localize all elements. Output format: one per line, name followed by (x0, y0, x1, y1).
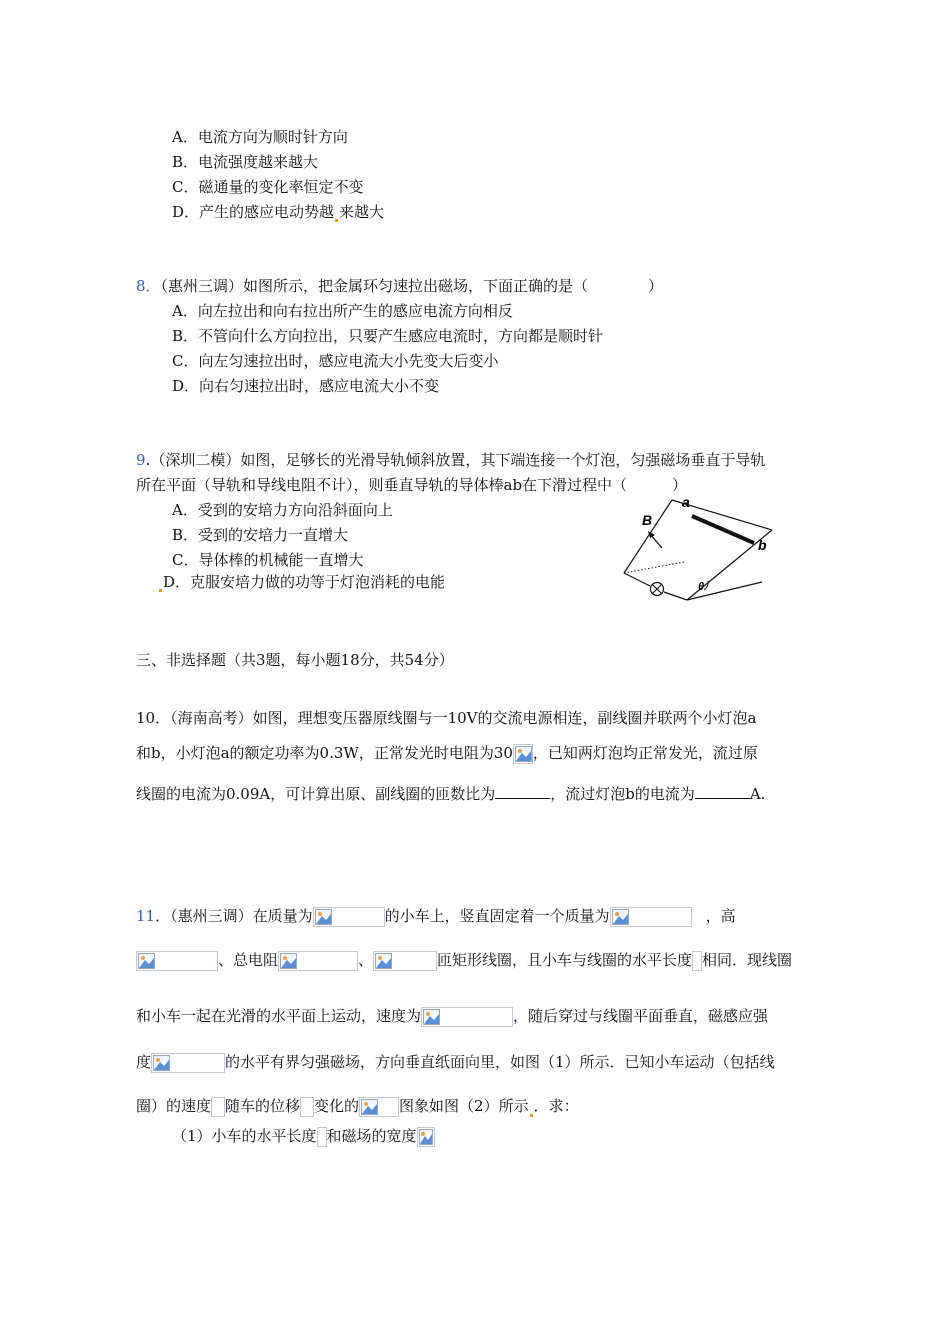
q10-line1: 10．（海南高考）如图，理想变压器原线圈与一10V的交流电源相连，副线圈并联两个小灯泡a (136, 709, 757, 727)
broken-image-icon (211, 1097, 225, 1117)
q11-l5-part1: 圈）的速度 (136, 1097, 212, 1115)
q11-line2 (136, 950, 792, 971)
q11-l2-part1: 、总电阻 (218, 951, 279, 969)
q11-line3 (136, 1006, 768, 1027)
q10-line2 (136, 743, 758, 764)
broken-image-icon (136, 951, 218, 971)
q8-option-b: B．不管向什么方向拉出，只要产生感应电流时，方向都是顺时针 (172, 327, 604, 345)
broken-image-icon (692, 951, 702, 971)
broken-image-icon (317, 1127, 327, 1147)
q9-option-d-text: D．克服安培力做的功等于灯泡消耗的电能 (163, 573, 446, 591)
q7-option-d (172, 202, 384, 222)
q11-l2-part4: 相同．现线圈 (702, 951, 793, 969)
q11-line5 (136, 1096, 579, 1117)
broken-image-icon (610, 907, 692, 927)
q11-sub1-part1: （1）小车的水平长度 (172, 1127, 317, 1145)
q9-option-b: B．受到的安培力一直增大 (172, 526, 349, 544)
q8-number: 8． (136, 277, 161, 295)
q8-option-c: C．向左匀速拉出时，感应电流大小先变大后变小 (172, 352, 499, 370)
q7-option-d-part2: 来越大 (339, 203, 385, 221)
q11-l2-part2: 、 (358, 951, 374, 969)
q10-line3 (136, 784, 765, 804)
q7-option-c: C．磁通量的变化率恒定不变 (172, 178, 364, 196)
q9-option-a: A．受到的安培力方向沿斜面向上 (172, 501, 393, 519)
q11-sub1-part2: 和磁场的宽度 (326, 1127, 417, 1145)
q7-option-a: A．电流方向为顺时针方向 (172, 128, 348, 146)
label-b: b (758, 537, 767, 553)
broken-image-icon (513, 744, 533, 764)
rail-left-top (624, 500, 672, 573)
wire-left (624, 573, 650, 586)
q11-l1-part3: ，高 (705, 907, 736, 925)
anchor-mark-icon (530, 1114, 533, 1117)
broken-image-icon (421, 1007, 513, 1027)
broken-image-icon (300, 1097, 314, 1117)
q11-l3-part2: ，随后穿过与线圈平面垂直，磁感应强 (513, 1007, 769, 1025)
broken-image-icon (151, 1053, 225, 1073)
q8-option-d: D．向右匀速拉出时，感应电流大小不变 (172, 377, 440, 395)
q11-line1 (136, 906, 736, 927)
q9-stem-line2: 所在平面（导轨和导线电阻不计），则垂直导轨的导体棒ab在下滑过程中（ ） (136, 476, 688, 494)
q11-l2-part3: 匝矩形线圈，且小车与线圈的水平长度 (437, 951, 693, 969)
q10-line3-part3: A. (749, 785, 766, 803)
q9-number: 9 (136, 451, 146, 469)
q11-l4-part1: 度 (136, 1053, 152, 1071)
inclined-rail-figure (612, 490, 812, 610)
rod-ab (692, 516, 754, 543)
q8-option-a: A．向左拉出和向右拉出所产生的感应电流方向相反 (172, 302, 513, 320)
anchor-mark-icon (159, 589, 162, 592)
q8-stem (136, 276, 663, 296)
label-B: B (642, 512, 653, 528)
q11-l1-part2: 的小车上，竖直固定着一个质量为 (384, 907, 610, 925)
q11-l5-part2: 随车的位移 (225, 1097, 301, 1115)
answer-blank-1 (495, 784, 550, 799)
broken-image-icon (417, 1127, 435, 1147)
label-a: a (682, 494, 690, 510)
q10-line2-part1: 和b，小灯泡a的额定功率为0.3W，正常发光时电阻为30 (136, 744, 513, 762)
q11-l3-part1: 和小车一起在光滑的水平面上运动，速度为 (136, 1007, 422, 1025)
q11-line4 (136, 1052, 775, 1073)
label-theta: θ (698, 581, 705, 593)
wire-right (664, 592, 687, 600)
q11-l5-part4: 图象如图（2）所示 (399, 1097, 529, 1115)
broken-image-icon (313, 907, 385, 927)
broken-image-icon (278, 951, 358, 971)
q9-stem-text1: .（深圳二模）如图，足够长的光滑导轨倾斜放置，其下端连接一个灯泡，匀强磁场垂直于导轨 (145, 451, 766, 469)
q10-line3-part1: 线圈的电流为0.09A，可计算出原、副线圈的匝数比为 (136, 785, 496, 803)
q10-line3-part2: ，流过灯泡b的电流为 (550, 785, 695, 803)
q8-stem-text: （惠州三调）如图所示，把金属环匀速拉出磁场，下面正确的是（ ） (160, 277, 664, 295)
q11-l5-part5: ．求： (533, 1097, 579, 1115)
broken-image-icon (359, 1097, 399, 1117)
q11-number: 11 (136, 907, 156, 925)
q10-line2-part2: ，已知两灯泡均正常发光，流过原 (532, 744, 758, 762)
q7-option-d-part1: D．产生的感应电动势越 (172, 203, 335, 221)
q11-l1-part1: ．（惠州三调）在质量为 (155, 907, 313, 925)
q9-option-c: C．导体棒的机械能一直增大 (172, 551, 364, 569)
q7-option-b: B．电流强度越来越大 (172, 153, 319, 171)
section-3-heading: 三、非选择题（共3题，每小题18分，共54分） (136, 651, 454, 669)
q11-sub1 (172, 1126, 435, 1147)
q11-l4-part2: 的水平有界匀强磁场，方向垂直纸面向里，如图（1）所示．已知小车运动（包括线 (225, 1053, 775, 1071)
broken-image-icon (373, 951, 437, 971)
dotted-line (624, 562, 684, 573)
q9-stem-line1 (136, 450, 765, 470)
q9-option-d (158, 572, 445, 592)
q11-l5-part3: 变化的 (314, 1097, 360, 1115)
anchor-mark-icon (335, 219, 338, 222)
answer-blank-2 (695, 784, 750, 799)
